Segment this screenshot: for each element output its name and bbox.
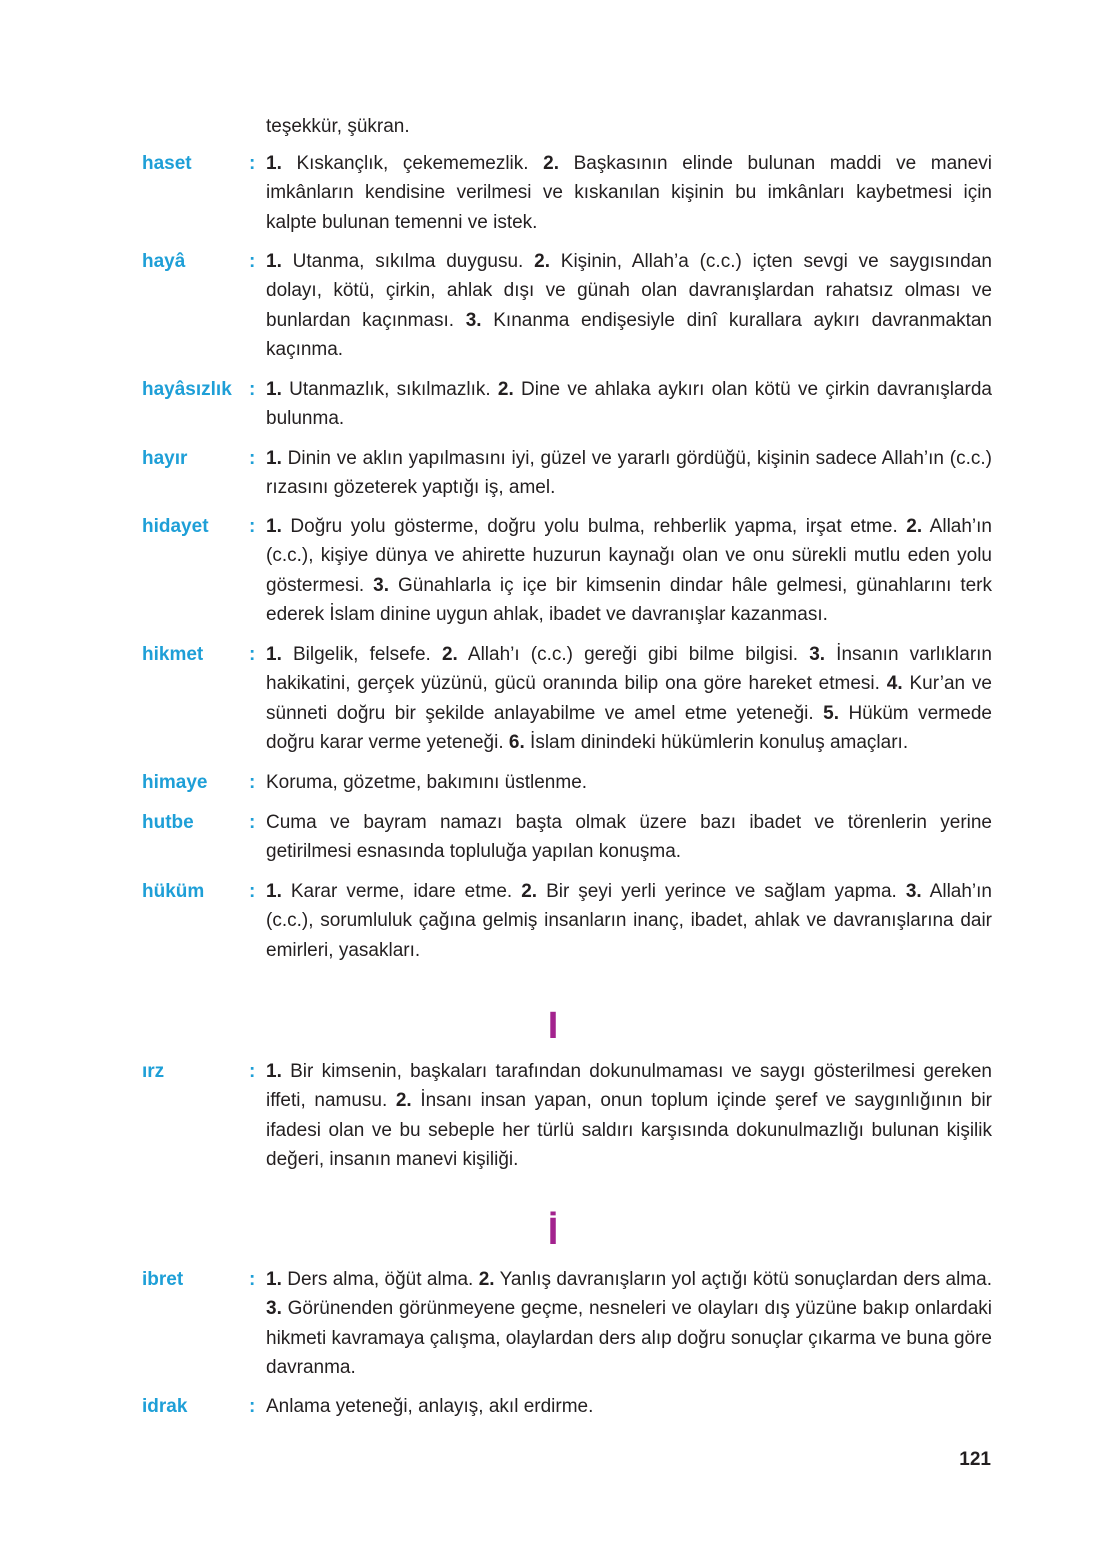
sense-number: 1. [266,448,282,469]
sense-text: Bir kimsenin, başkaları tarafından dokunulmaması ve saygı gösterilmesi gereken iffeti, namusu. [266,1061,992,1112]
definition [266,1057,992,1174]
term-colon: : [249,251,256,272]
sense-number: 1. [266,379,282,400]
term-colon: : [249,881,256,902]
sense-text: Anlama yeteneği, anlayış, akıl erdirme. [266,1396,594,1417]
definition [266,768,992,797]
term-colon: : [249,644,256,665]
term-colon: : [249,1061,256,1082]
term: himaye [142,772,208,793]
sense-text: Kişinin, Allah’a (c.c.) içten sevgi ve saygısından dolayı, kötü, çirkin, ahlak dışı ve günah olan davranışlardan rahatsız olması ve bunlardan kaçınması. [266,251,992,331]
sense-text: Dine ve ahlaka aykırı olan kötü ve çirkin davranışlarda bulunma. [266,379,992,430]
definition [266,149,992,237]
sense-text: Yanlış davranışların yol açtığı kötü sonuçlardan ders alma. [494,1269,992,1290]
definition [266,877,992,965]
sense-number: 3. [465,309,482,331]
term: hikmet [142,644,204,665]
definition [266,1265,992,1382]
sense-number: 2. [497,379,514,400]
term-colon: : [249,153,256,174]
sense-text: Bilgelik, felsefe. [281,644,442,665]
sense-text: Başkasının elinde bulunan maddi ve manevi imkânların kendisine verilmesi ve kıskanılan kişinin bu imkânları kaybetmesi için kalpte bulunan temenni ve istek. [266,153,992,233]
sense-text: Utanma, sıkılma duygusu. [281,251,535,272]
sense-number: 1. [266,1269,282,1290]
sense-number: 6. [508,731,525,753]
sense-text: Allah’ın (c.c.), sorumluluk çağına gelmiş insanların inanç, ibadet, ahlak ve davranışlarına dair emirleri, yasakları. [266,881,992,961]
definition [266,808,992,867]
term-colon: : [249,379,256,400]
sense-number: 1. [266,153,282,174]
sense-text: Allah’ı (c.c.) gereği gibi bilme bilgisi. [457,644,810,665]
section-letter-i-dotted: İ [547,1211,559,1253]
definition [266,1392,992,1421]
term-colon: : [249,1269,256,1290]
sense-number: 3. [373,574,390,596]
term: hayâ [142,251,186,272]
sense-number: 1. [266,251,282,272]
term: hutbe [142,812,194,833]
sense-number: 1. [266,516,282,537]
sense-number: 3. [809,644,826,665]
sense-text: Karar verme, idare etme. [281,881,522,902]
sense-number: 1. [266,1061,282,1082]
sense-number: 2. [441,644,458,665]
sense-number: 2. [534,251,550,272]
sense-text: İnsanın varlıkların hakikatini, gerçek yüzünü, gücü oranında bilip ona göre hareket etmesi. [266,644,992,695]
definition [266,375,992,434]
sense-text: Koruma, gözetme, bakımını üstlenme. [266,772,588,793]
term: idrak [142,1396,188,1417]
sense-text: Kur’an ve sünneti doğru bir şekilde anlayabilme ve amel etme yeteneği. [266,673,992,724]
definition [266,640,992,757]
sense-text: Günahlarla iç içe bir kimsenin dindar hâle gelmesi, günahlarını terk ederek İslam dinine uygun ahlak, ibadet ve davranışlar kazanması. [266,574,992,625]
term: ırz [142,1061,165,1082]
sense-text: Allah’ın (c.c.), kişiye dünya ve ahirette huzurun kaynağı olan ve onu sürekli mutlu eden yolu göstermesi. [266,516,992,596]
sense-number: 2. [543,153,560,174]
sense-text: Utanmazlık, sıkılmazlık. [281,379,498,400]
sense-number: 3. [905,881,922,902]
sense-number: 1. [266,644,282,665]
sense-text: Cuma ve bayram namazı başta olmak üzere bazı ibadet ve törenlerin yerine getirilmesi esnasında topluluğa yapılan konuşma. [266,812,992,863]
term-colon: : [249,812,256,833]
sense-text: Hüküm vermede doğru karar verme yeteneği. [266,702,992,753]
sense-text: Kıskançlık, çekememezlik. [281,153,544,174]
definition [266,444,992,503]
term: hayır [142,448,188,469]
sense-number: 4. [886,673,903,695]
section-letter-i-dotless: I [547,1005,559,1047]
sense-text: İslam dinindeki hükümlerin konuluş amaçları. [524,731,909,753]
term: ibret [142,1269,184,1290]
continued-definition: teşekkür, şükran. [266,116,410,137]
sense-number: 3. [266,1298,282,1320]
definition [266,247,992,364]
term-colon: : [249,516,256,537]
sense-number: 1. [266,881,282,902]
sense-number: 2. [906,516,923,537]
sense-text: Bir şeyi yerli yerince ve sağlam yapma. [537,881,906,902]
term: hayâsızlık [142,379,232,400]
sense-number: 2. [478,1269,495,1290]
page-number: 121 [959,1449,991,1470]
sense-text: Ders alma, öğüt alma. [281,1269,479,1290]
term: hüküm [142,881,205,902]
sense-text: İnsanı insan yapan, onun toplum içinde şeref ve saygınlığının bir ifadesi olan ve bu sebeple her türlü saldırı karşısında dokunulmazlığı bulunan kişilik değeri, insanın manevi kişiliği. [266,1090,992,1170]
sense-text: Kınanma endişesiyle dinî kurallara aykırı davranmaktan kaçınma. [266,309,992,360]
term: hidayet [142,516,209,537]
sense-number: 5. [823,702,839,724]
sense-text: Doğru yolu gösterme, doğru yolu bulma, rehberlik yapma, irşat etme. [281,516,907,537]
definition [266,512,992,629]
sense-text: Görünenden görünmeyene geçme, nesneleri ve olayları dış yüzüne bakıp onlardaki hikmeti kavramaya çalışma, olaylardan ders alıp doğru sonuçlar çıkarma ve buna göre davranma. [266,1298,992,1378]
term: haset [142,153,192,174]
term-colon: : [249,1396,256,1417]
sense-number: 2. [395,1090,412,1112]
term-colon: : [249,448,256,469]
sense-number: 2. [521,881,538,902]
sense-text: Dinin ve aklın yapılmasını iyi, güzel ve yararlı gördüğü, kişinin sadece Allah’ın (c.c.) rızasını gözeterek yaptığı iş, amel. [266,448,992,499]
term-colon: : [249,772,256,793]
